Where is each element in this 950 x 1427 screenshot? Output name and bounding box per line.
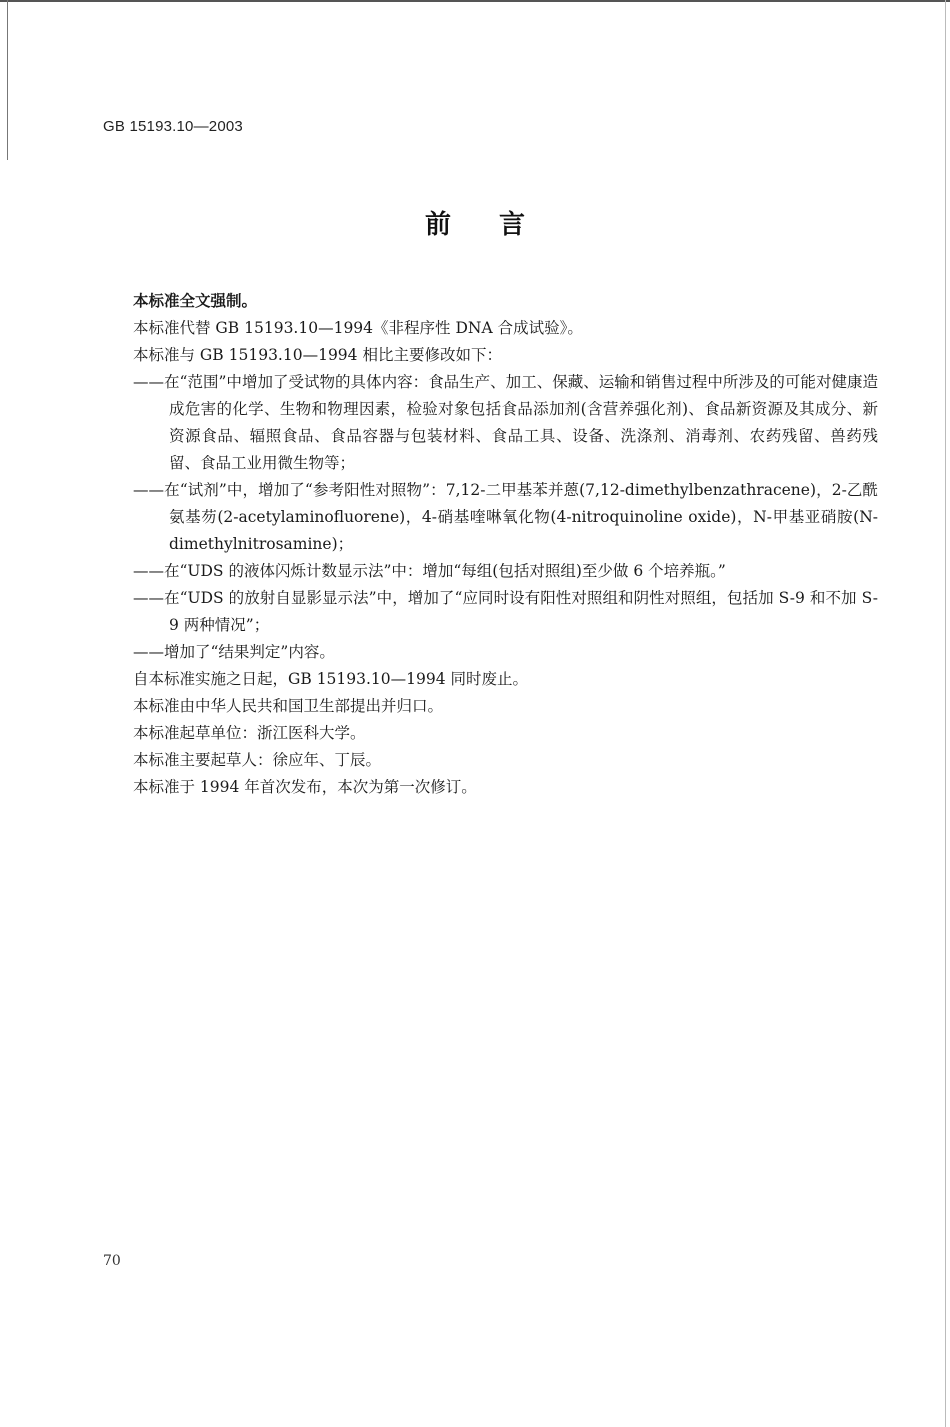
drafting-unit: 本标准起草单位：浙江医科大学。 <box>133 724 366 742</box>
change-item-scope: ——在“范围”中增加了受试物的具体内容：食品生产、加工、保藏、运输和销售过程中所涉及的可能对健康造成危害的化学、生物和物理因素，检验对象包括食品添加剂(含营养强化剂)、食品新资源及其成分、新资源食品、辐照食品、食品容器与包装材料、食品工具、设备、洗涤剂、消毒剂、农药残留、兽药残留、食品工业用微生物等； <box>133 373 878 472</box>
proposer-statement: 本标准由中华人民共和国卫生部提出并归口。 <box>133 697 444 715</box>
page-number: 70 <box>103 1253 121 1269</box>
change-item-liquid-scintillation: ——在“UDS 的液体闪烁计数显示法”中：增加“每组(包括对照组)至少做 6 个培养瓶。” <box>133 562 726 580</box>
changes-intro: 本标准与 GB 15193.10—1994 相比主要修改如下： <box>133 346 502 364</box>
main-drafters: 本标准主要起草人：徐应年、丁辰。 <box>133 751 382 769</box>
change-item-result-judgement: ——增加了“结果判定”内容。 <box>133 643 335 661</box>
change-item-autoradiography: ——在“UDS 的放射自显影显示法”中，增加了“应同时设有阳性对照组和阴性对照组，包括加 S-9 和不加 S-9 两种情况”； <box>133 589 878 634</box>
scan-edge-top <box>0 0 950 2</box>
page-title: 前言 <box>424 210 573 240</box>
mandatory-statement: 本标准全文强制。 <box>133 292 258 310</box>
abolish-statement: 自本标准实施之日起，GB 15193.10—1994 同时废止。 <box>133 670 529 688</box>
change-item-reagents: ——在“试剂”中，增加了“参考阳性对照物”：7,12-二甲基苯并蒽(7,12-dimethylbenzathracene)，2-乙酰氨基芴(2-acetylaminofluorene)，4-硝基喹啉氧化物(4-nitroquinoline oxide)，N-甲基亚硝胺(N-dimethylnitrosamine)； <box>133 481 878 553</box>
document-body <box>133 288 878 801</box>
release-history: 本标准于 1994 年首次发布，本次为第一次修订。 <box>133 778 477 796</box>
standard-number: GB 15193.10—2003 <box>103 118 243 135</box>
replacement-statement: 本标准代替 GB 15193.10—1994《非程序性 DNA 合成试验》。 <box>133 319 583 337</box>
scan-edge-left <box>7 0 8 160</box>
